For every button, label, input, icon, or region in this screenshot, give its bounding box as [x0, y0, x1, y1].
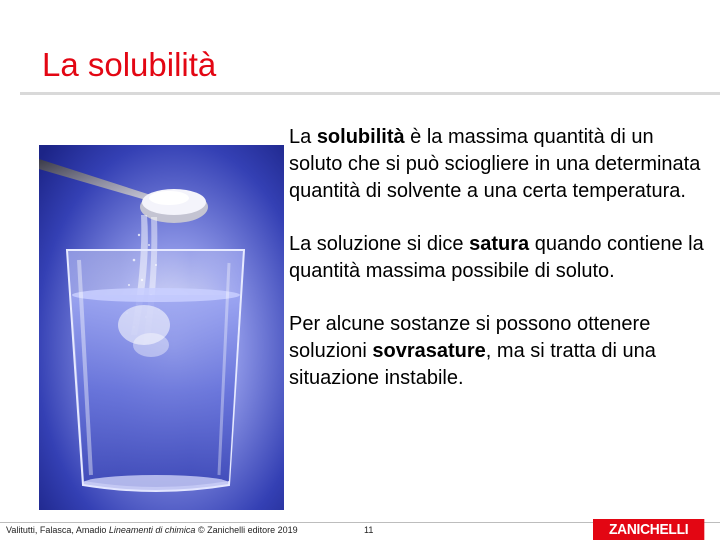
footer-credit: Valitutti, Falasca, Amadio Lineamenti di chimica © Zanichelli editore 2019 — [6, 525, 298, 535]
page-number: 11 — [364, 525, 374, 535]
term-solubilita: solubilità — [316, 126, 405, 148]
title-divider — [20, 92, 720, 95]
zanichelli-logo: ZANICHELLI — [593, 519, 704, 540]
book-title: Lineamenti di chimica — [108, 525, 196, 535]
sugar-glass-photo — [39, 145, 284, 510]
term-sovrasature: sovrasature — [372, 340, 486, 362]
term-satura: satura — [469, 233, 530, 255]
paragraph-saturated: La soluzione si dice satura quando contiene la quantità massima possibile di soluto. — [289, 233, 704, 282]
body-text — [289, 124, 709, 418]
paragraph-definition: La solubilità è la massima quantità di un soluto che si può sciogliere in una determinata quantità di solvente a una certa temperatura. — [289, 126, 701, 202]
paragraph-supersaturated: Per alcune sostanze si possono ottenere soluzioni sovrasature, ma si tratta di una situazione instabile. — [289, 313, 656, 389]
slide-title: La solubilità — [42, 46, 217, 83]
